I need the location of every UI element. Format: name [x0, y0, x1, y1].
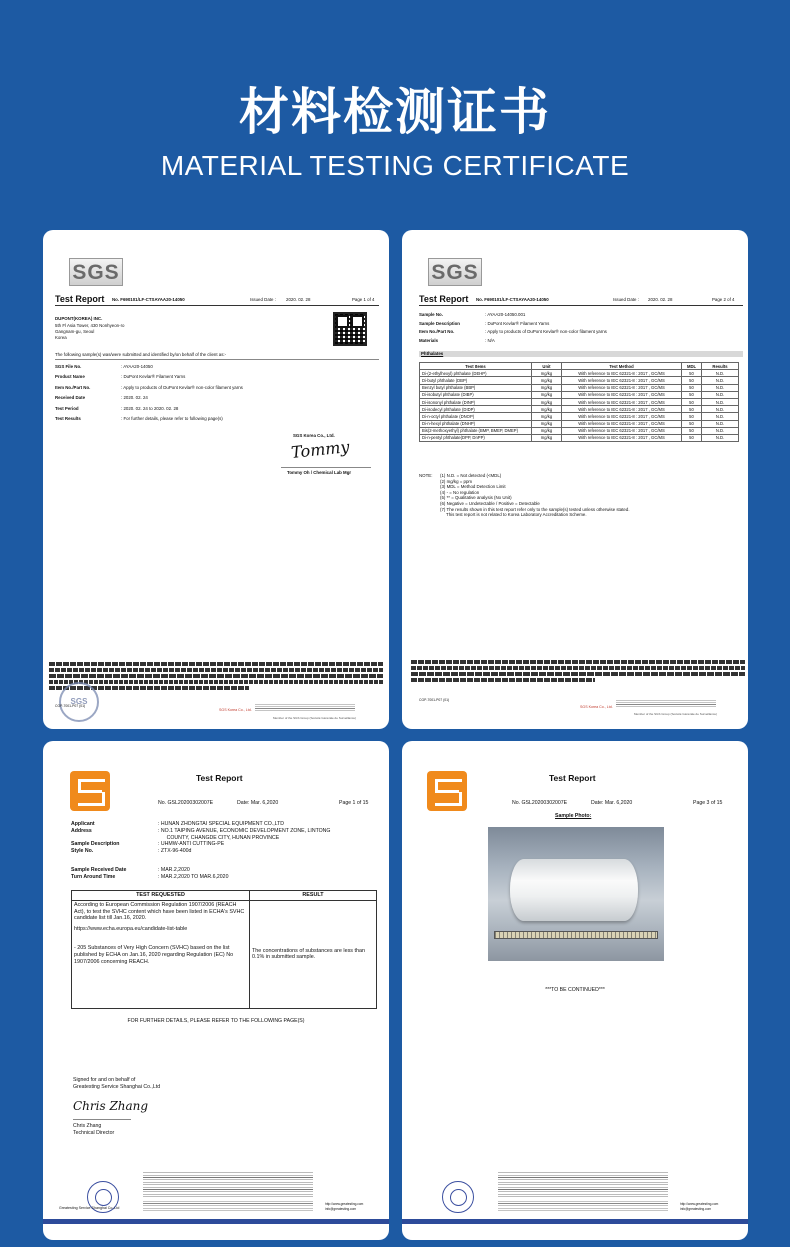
signature: Tommy	[290, 436, 351, 463]
header-rule	[419, 305, 743, 306]
field-value: : 2020. 02. 24 to 2020. 02. 28	[121, 405, 179, 411]
address-footer	[143, 1201, 313, 1211]
cell-unit: mg/kg	[532, 370, 562, 377]
field-key: Materials	[419, 337, 439, 343]
cell-unit: mg/kg	[532, 391, 562, 398]
certificate-card-gst-page-3[interactable]	[402, 741, 748, 1240]
field-row	[419, 329, 739, 338]
client-name: DUPONT(KOREA) INC.	[55, 316, 103, 321]
sample-photo-label: Sample Photo:	[555, 813, 592, 819]
cell-result: N.D.	[702, 384, 739, 391]
field-value: : ZTX-96-400d	[158, 848, 192, 855]
field-key: Applicant	[71, 821, 95, 827]
note-item: (4) - = No regulation	[440, 489, 480, 495]
sample-fields	[419, 312, 739, 346]
received-label: Sample Received Date	[71, 867, 127, 873]
member-footer: Member of the SGS Group (Société Générale de Surveillance)	[273, 716, 357, 720]
cell-item: Bis(2-methoxyethyl) phthalate (BMP, BMEP, DMEP)	[420, 427, 532, 434]
field-row	[71, 841, 381, 848]
field-row	[71, 835, 381, 842]
cell-result: N.D.	[702, 427, 739, 434]
section-phthalates: Phthalates	[419, 351, 743, 357]
cell-mdl: 50	[682, 377, 702, 384]
field-row	[55, 385, 375, 395]
cell-method: With reference to IEC 62321-8 : 2017 , GC/MS	[562, 434, 682, 441]
cell-unit: mg/kg	[532, 413, 562, 420]
cell-unit: mg/kg	[532, 427, 562, 434]
report-number: No. GSL20200302007E	[158, 800, 214, 806]
page-number: Page 2 of 4	[712, 297, 735, 302]
field-value: : Apply to products of DuPont Kevlar® non-color filament yarns	[485, 329, 607, 334]
cell-result: N.D.	[702, 391, 739, 398]
sample-fields	[55, 364, 375, 426]
form-number: CGP-7001-P07 (01)	[419, 698, 450, 702]
note-item: (3) MDL = Method Detection Limit	[440, 484, 506, 490]
signature-rule	[281, 467, 371, 468]
signer-name: Chris Zhang	[73, 1123, 102, 1129]
table-row	[420, 384, 739, 391]
field-value: : AYAA20-14050.001	[485, 312, 526, 317]
issued-label: Issued Date :	[613, 297, 639, 302]
signature-rule	[73, 1119, 131, 1120]
website: http://www.greatesting.com	[680, 1202, 719, 1206]
email: info@greatesting.com	[325, 1207, 357, 1211]
cell-mdl: 50	[682, 413, 702, 420]
email: info@greatesting.com	[680, 1207, 712, 1211]
cell-method: With reference to IEC 62321-8 : 2017 , GC/MS	[562, 420, 682, 427]
to-be-continued: ***TO BE CONTINUED***	[545, 987, 605, 993]
cell-unit: mg/kg	[532, 434, 562, 441]
hero-title-zh: 材料检测证书	[239, 83, 551, 141]
cell-mdl: 50	[682, 384, 702, 391]
table-row	[420, 398, 739, 405]
cell-method: With reference to IEC 62321-8 : 2017 , GC/MS	[562, 398, 682, 405]
field-key: Received Date	[55, 395, 86, 401]
field-row	[419, 321, 739, 330]
client-address-2: Gangnam-gu, Seoul	[55, 329, 95, 334]
cell-mdl: 50	[682, 420, 702, 427]
table-row	[72, 900, 377, 1008]
stamp-seal-icon: SGS	[59, 682, 99, 722]
issued-date: 2020. 02. 28	[648, 297, 673, 302]
field-key: Sample No.	[419, 312, 443, 317]
cell-method: With reference to IEC 62321-8 : 2017 , GC/MS	[562, 413, 682, 420]
cell-result: N.D.	[702, 413, 739, 420]
received-value: : MAR.2,2020	[158, 867, 190, 873]
report-number: No. F690101/LF-CTSAYAA20-14050	[112, 297, 185, 302]
turnaround-row	[71, 874, 381, 881]
field-key	[71, 835, 158, 842]
sample-note: The following sample(s) was/were submitted and identified by/on behalf of the client as:-	[55, 352, 227, 357]
gst-seal-icon	[442, 1181, 474, 1213]
col-results: Results	[702, 363, 739, 370]
table-row	[420, 413, 739, 420]
signed-line-1: Signed for and on behalf of	[73, 1077, 136, 1083]
field-value: : Apply to products of DuPont Kevlar® non-color filament yarns	[121, 384, 243, 390]
field-value: : NO.1 TAIPING AVENUE, ECONOMIC DEVELOPMENT ZONE, LINTONG	[158, 827, 331, 834]
field-key: Item No./Part No.	[55, 384, 91, 390]
cell-item: Di-isononyl phthalate (DINP)	[420, 398, 532, 405]
cell-result: N.D.	[702, 420, 739, 427]
lab-name: SGS Korea Co., Ltd.	[293, 433, 335, 438]
field-key: Product Name	[55, 374, 85, 380]
footer-band	[402, 1219, 748, 1224]
field-row	[419, 338, 739, 347]
table-header-row	[72, 891, 377, 901]
table-row	[420, 377, 739, 384]
cell-mdl: 50	[682, 434, 702, 441]
legal-disclaimer	[143, 1171, 313, 1197]
report-date: Date: Mar. 6,2020	[237, 800, 279, 806]
field-value: : For further details, please refer to following page(s)	[121, 415, 223, 421]
col-unit: Unit	[532, 363, 562, 370]
page-number: Page 1 of 15	[339, 800, 369, 806]
company-footer: SGS Korea Co., Ltd.	[580, 705, 613, 709]
table-header-row	[420, 363, 739, 370]
received-row	[71, 867, 381, 874]
cell-mdl: 50	[682, 398, 702, 405]
table-row	[420, 434, 739, 441]
legal-disclaimer	[498, 1171, 668, 1197]
cell-unit: mg/kg	[532, 406, 562, 413]
test-requested-table	[71, 890, 377, 1009]
cell-method: With reference to IEC 62321-8 : 2017 , GC/MS	[562, 377, 682, 384]
field-value: : AYAA20-14050	[121, 364, 153, 369]
further-details: FOR FURTHER DETAILS, PLEASE REFER TO THE FOLLOWING PAGE(S)	[127, 1018, 305, 1024]
note-item: (5) ** = Qualitative analysis (No Unit)	[440, 495, 512, 501]
signer-name: Tommy Oh / Chemical Lab Mgr	[287, 470, 352, 475]
report-title: Test Report	[419, 294, 469, 304]
greatesting-logo-icon	[427, 771, 467, 811]
cell-result: N.D.	[702, 434, 739, 441]
cell-test-requested	[72, 900, 250, 1008]
field-key: Test Results	[55, 415, 81, 421]
cell-mdl: 50	[682, 370, 702, 377]
table-row	[420, 391, 739, 398]
field-key: Address	[71, 827, 92, 834]
field-row	[55, 395, 375, 405]
table-row	[420, 370, 739, 377]
cell-item: Di-n-hexyl phthalate (DNHP)	[420, 420, 532, 427]
col-test-items: Test Items	[420, 363, 532, 370]
cell-unit: mg/kg	[532, 377, 562, 384]
company-footer: SGS Korea Co., Ltd.	[219, 708, 252, 712]
turnaround-value: : MAR.2,2020 TO MAR.6,2020	[158, 874, 229, 880]
cell-item: Di-n-octyl phthalate (DNOP)	[420, 413, 532, 420]
turnaround-label: Turn Around Time	[71, 874, 116, 880]
field-key: Sample Description	[419, 320, 460, 326]
report-title: Test Report	[55, 294, 105, 304]
col-test-method: Test Method	[562, 363, 682, 370]
note-label: NOTE:	[419, 473, 433, 478]
report-title: Test Report	[196, 773, 243, 783]
field-value: : HUNAN ZHONGTAI SPECIAL EQUIPMENT CO.,LTD	[158, 821, 285, 827]
field-value: : N/A	[485, 337, 495, 343]
certificate-card-gst-page-1[interactable]	[43, 741, 389, 1240]
field-key: SGS File No.	[55, 364, 82, 369]
phthalates-table	[419, 362, 739, 442]
certificate-card-sgs-page-2[interactable]	[402, 230, 748, 729]
table-row	[420, 406, 739, 413]
note-item: (6) Negative = Undetectable / Positive = Detectable	[440, 500, 540, 506]
cell-method: With reference to IEC 62321-8 : 2017 , GC/MS	[562, 406, 682, 413]
field-row	[71, 828, 381, 835]
cell-unit: mg/kg	[532, 384, 562, 391]
field-key: Style No.	[71, 848, 94, 855]
field-value: COUNTY, CHANGDE CITY, HUNAN PROVINCE	[158, 834, 280, 841]
cell-item: Benzyl butyl phthalate (BBP)	[420, 384, 532, 391]
yarn-roll-image	[510, 859, 638, 921]
cell-unit: mg/kg	[532, 420, 562, 427]
address-footer	[616, 700, 716, 707]
applicant-fields	[71, 821, 381, 855]
certificate-card-sgs-page-1[interactable]	[43, 230, 389, 729]
client-address-1: 5th Fl Asia Tower, 430 Nonhyeon-ro	[55, 323, 125, 328]
field-row	[55, 364, 375, 374]
cell-result: N.D.	[702, 370, 739, 377]
greatesting-logo-icon	[70, 771, 110, 811]
signature: Chris Zhang	[73, 1099, 149, 1113]
cell-result: N.D.	[702, 406, 739, 413]
header-rule	[55, 305, 379, 306]
website: http://www.greatesting.com	[325, 1202, 364, 1206]
issued-label: Issued Date :	[250, 297, 276, 302]
field-value: : DuPont Kevlar® Filament Yarns	[485, 320, 550, 326]
legal-disclaimer	[411, 660, 745, 690]
cell-item: Di-isobutyl phthalate (DIBP)	[420, 391, 532, 398]
cell-mdl: 50	[682, 427, 702, 434]
seal-caption: Greatesting Service Shanghai Co.,Ltd	[59, 1206, 120, 1210]
cell-mdl: 50	[682, 391, 702, 398]
col-result: RESULT	[250, 891, 377, 901]
table-row	[420, 427, 739, 434]
cell-method: With reference to IEC 62321-8 : 2017 , GC/MS	[562, 370, 682, 377]
sample-photo	[488, 827, 664, 961]
table-row	[420, 420, 739, 427]
sgs-logo: SGS	[428, 258, 482, 286]
footer-band	[43, 1219, 389, 1224]
hero-title-en: MATERIAL TESTING CERTIFICATE	[160, 150, 630, 181]
field-value: : 2020. 02. 24	[121, 395, 148, 401]
cell-mdl: 50	[682, 406, 702, 413]
report-date: Date: Mar. 6,2020	[591, 800, 633, 806]
field-value: : DuPont Kevlar® Filament Yarns	[121, 374, 186, 380]
report-number: No. GSL20200302007E	[512, 800, 568, 806]
field-row	[55, 416, 375, 426]
cell-unit: mg/kg	[532, 398, 562, 405]
note-item: (2) mg/kg = ppm	[440, 478, 473, 484]
signed-line-2: Greatesting Service Shanghai Co.,Ltd	[73, 1084, 161, 1090]
field-row	[55, 406, 375, 416]
address-footer	[255, 704, 355, 711]
field-value: : UHMW-ANTI CUTTING-PE	[158, 841, 225, 848]
field-key: Sample Description	[71, 841, 120, 848]
field-row	[71, 821, 381, 828]
requested-text-1: According to European Commission Regulation 1907/2006 (REACH Act), to test the SVHC content which have been listed in ECHA's SVHC candidate list till Jan.16, 2020.	[74, 901, 245, 922]
cell-item: Di-isodecyl phthalate (DIDP)	[420, 406, 532, 413]
form-number: CGP-7001-P07 (01)	[55, 704, 86, 708]
cell-result: N.D.	[702, 377, 739, 384]
address-footer	[498, 1201, 668, 1211]
report-number: No. F690101/LF-CTSAYAA20-14050	[476, 297, 549, 302]
cell-method: With reference to IEC 62321-8 : 2017 , GC/MS	[562, 384, 682, 391]
sgs-logo: SGS	[69, 258, 123, 286]
col-mdl: MDL	[682, 363, 702, 370]
cell-result: N.D.	[702, 398, 739, 405]
page-number: Page 1 of 4	[352, 297, 375, 302]
cell-method: With reference to IEC 62321-8 : 2017 , GC/MS	[562, 427, 682, 434]
note-item: (7) The results shown in this test report refer only to the sample(s) tested unless otherwise stated.	[440, 506, 630, 512]
qr-code-icon	[333, 312, 367, 346]
requested-text-2: - 205 Substances of Very High Concern (SVHC) based on the list published by ECHA on Jan.16, 2020 regarding Regulation (EC) No 1907/2006 concerning REACH.	[74, 944, 234, 965]
note-item: This test report is not related to Korea Laboratory Accreditation Scheme.	[440, 512, 587, 518]
page-number: Page 3 of 15	[693, 800, 723, 806]
note-item: (1) N.D. = Not detected (<MDL)	[440, 473, 502, 478]
signer-title: Technical Director	[73, 1130, 115, 1136]
cell-method: With reference to IEC 62321-8 : 2017 , GC/MS	[562, 391, 682, 398]
issued-date: 2020. 02. 28	[286, 297, 311, 302]
ruler-image	[494, 931, 658, 939]
field-key: Test Period	[55, 405, 79, 411]
client-address-3: Korea	[55, 335, 67, 340]
field-key: Item No./Part No.	[419, 329, 455, 334]
member-footer: Member of the SGS Group (Société Générale de Surveillance)	[634, 712, 718, 716]
note-rule	[55, 359, 379, 360]
field-row	[55, 374, 375, 384]
cell-result: The concentrations of substances are less than 0.1% in submitted sample.	[250, 900, 377, 1008]
requested-link: https://www.echa.europa.eu/candidate-list-table	[74, 926, 188, 933]
notes-list	[440, 473, 740, 518]
cell-item: Di-n-pentyl phthalate(DPP, DnPP)	[420, 434, 532, 441]
col-test-requested: TEST REQUESTED	[72, 891, 250, 901]
report-title: Test Report	[549, 773, 596, 783]
field-row	[419, 312, 739, 321]
field-row	[71, 848, 381, 855]
legal-disclaimer	[49, 662, 383, 692]
cell-item: Di-butyl phthalate (DBP)	[420, 377, 532, 384]
cell-item: Di-(2-ethylhexyl) phthalate (DEHP)	[420, 370, 532, 377]
